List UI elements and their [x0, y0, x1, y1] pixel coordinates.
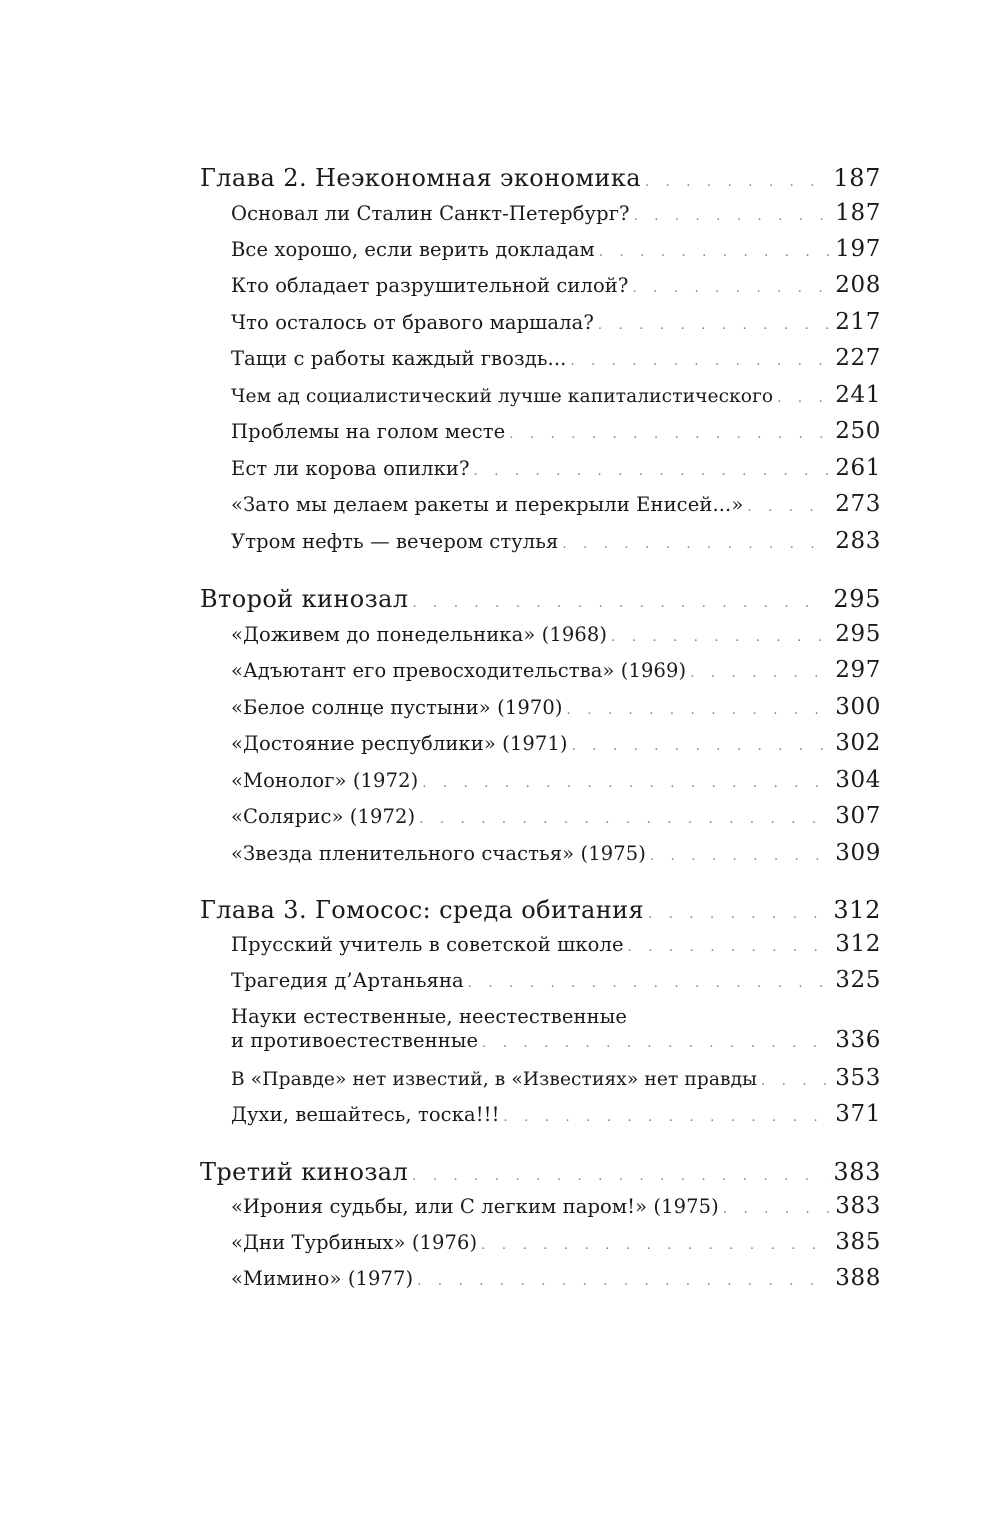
page-number: 241	[835, 382, 881, 408]
page-number: 325	[835, 967, 881, 993]
page-number: 217	[835, 309, 881, 335]
dot-leader	[468, 976, 830, 991]
page-number: 383	[833, 1158, 881, 1186]
entry-title: «Дни Турбиных» (1976)	[231, 1231, 478, 1254]
toc-entry	[231, 528, 881, 554]
dot-leader	[650, 849, 829, 864]
page-number: 295	[833, 585, 881, 613]
page-number: 385	[835, 1229, 881, 1255]
entry-title: Прусский учитель в советской школе	[231, 933, 624, 956]
page-number: 388	[835, 1265, 881, 1291]
entry-title: «Доживем до понедельника» (1968)	[231, 623, 608, 646]
entry-title: Трагедия д’Артаньяна	[231, 969, 464, 992]
toc-entry	[231, 767, 881, 793]
page-number: 295	[835, 621, 881, 647]
toc-entry	[231, 1101, 881, 1127]
toc-entry	[231, 1265, 881, 1291]
toc-entry	[231, 418, 881, 444]
entry-title: В «Правде» нет известий, в «Известиях» нет правды	[231, 1069, 758, 1090]
entry-title: «Ирония судьбы, или С легким паром!» (1975)	[231, 1195, 719, 1218]
entry-title: Проблемы на голом месте	[231, 420, 506, 443]
toc-entry	[231, 621, 881, 647]
dot-leader	[413, 596, 828, 611]
dot-leader	[422, 776, 829, 791]
dot-leader	[562, 537, 829, 552]
entry-title: Науки естественные, неестественные	[231, 1005, 627, 1028]
toc-entry	[231, 1065, 881, 1091]
dot-leader	[599, 245, 829, 260]
page-number: 197	[835, 236, 881, 262]
entry-title: Основал ли Сталин Санкт-Петербург?	[231, 202, 630, 225]
dot-leader	[570, 354, 829, 369]
toc-entry	[231, 840, 881, 866]
toc-entry-line1	[231, 1005, 881, 1028]
dot-leader	[634, 209, 830, 224]
page-number: 227	[835, 345, 881, 371]
toc-entry	[231, 1229, 881, 1255]
page-number: 300	[835, 694, 881, 720]
dot-leader	[419, 812, 829, 827]
page-number: 353	[835, 1065, 881, 1091]
toc-entry	[231, 236, 881, 262]
toc-entry	[231, 309, 881, 335]
toc-entry	[231, 931, 881, 957]
toc-entry	[231, 345, 881, 371]
page-number: 283	[835, 528, 881, 554]
toc-section-entry	[200, 585, 881, 613]
page-number: 273	[835, 491, 881, 517]
dot-leader	[761, 1074, 829, 1089]
entry-title: «Мимино» (1977)	[231, 1267, 414, 1290]
toc-entry	[231, 382, 881, 408]
dot-leader	[645, 175, 827, 190]
page-number: 312	[833, 896, 881, 924]
dot-leader	[611, 630, 829, 645]
page-number: 297	[835, 657, 881, 683]
toc-entry	[231, 200, 881, 226]
page-number: 187	[833, 164, 881, 192]
dot-leader	[509, 427, 829, 442]
dot-leader	[474, 464, 830, 479]
entry-title: «Зато мы делаем ракеты и перекрыли Енисей...»	[231, 493, 744, 516]
toc-entry	[231, 803, 881, 829]
toc-section-entry	[200, 896, 881, 924]
entry-title: Кто обладает разрушительной силой?	[231, 274, 629, 297]
dot-leader	[598, 318, 829, 333]
page-number: 302	[835, 730, 881, 756]
entry-title: «Белое солнце пустыни» (1970)	[231, 696, 563, 719]
section-title: Глава 2. Неэкономная экономика	[200, 164, 641, 192]
section-title: Глава 3. Гомосос: среда обитания	[200, 896, 645, 924]
dot-leader	[628, 940, 830, 955]
dot-leader	[567, 703, 830, 718]
toc-entry	[231, 491, 881, 517]
dot-leader	[417, 1274, 829, 1289]
toc-entry	[231, 730, 881, 756]
page-number: 208	[835, 272, 881, 298]
entry-title: «Адъютант его превосходительства» (1969)	[231, 659, 687, 682]
dot-leader	[412, 1169, 827, 1184]
page-number: 187	[835, 200, 881, 226]
entry-title: и противоестественные	[231, 1029, 479, 1052]
dot-leader	[504, 1110, 830, 1125]
toc-entry	[231, 272, 881, 298]
entry-title: Что осталось от бравого маршала?	[231, 311, 594, 334]
entry-title: «Монолог» (1972)	[231, 769, 419, 792]
entry-title: «Звезда пленительного счастья» (1975)	[231, 842, 646, 865]
dot-leader	[690, 666, 829, 681]
toc-entry	[231, 694, 881, 720]
section-title: Второй кинозал	[200, 585, 409, 613]
entry-title: «Достояние республики» (1971)	[231, 732, 568, 755]
entry-title: Духи, вешайтесь, тоска!!!	[231, 1103, 500, 1126]
page-number: 304	[835, 767, 881, 793]
entry-title: Чем ад социалистический лучше капиталистического	[231, 386, 774, 407]
page-number: 309	[835, 840, 881, 866]
toc-entry	[231, 1027, 881, 1053]
entry-title: Все хорошо, если верить докладам	[231, 238, 595, 261]
page-number: 307	[835, 803, 881, 829]
page-number: 336	[835, 1027, 881, 1053]
entry-title: Утром нефть — вечером стулья	[231, 530, 559, 553]
dot-leader	[481, 1238, 829, 1253]
dot-leader	[482, 1036, 829, 1051]
dot-leader	[632, 281, 829, 296]
dot-leader	[747, 500, 829, 515]
toc-section-entry	[200, 1158, 881, 1186]
section-title: Третий кинозал	[200, 1158, 409, 1186]
toc-entry	[231, 1193, 881, 1219]
toc-entry	[231, 967, 881, 993]
toc-section-entry	[200, 164, 881, 192]
toc-entry	[231, 455, 881, 481]
entry-title: Тащи с работы каждый гвоздь...	[231, 347, 567, 370]
page-number: 383	[835, 1193, 881, 1219]
page-number: 250	[835, 418, 881, 444]
dot-leader	[777, 391, 829, 406]
toc-entry	[231, 657, 881, 683]
dot-leader	[648, 907, 827, 922]
entry-title: Ест ли корова опилки?	[231, 457, 470, 480]
dot-leader	[572, 739, 830, 754]
page-number: 371	[835, 1101, 881, 1127]
page-number: 312	[835, 931, 881, 957]
dot-leader	[723, 1202, 829, 1217]
page-number: 261	[835, 455, 881, 481]
entry-title: «Солярис» (1972)	[231, 805, 416, 828]
